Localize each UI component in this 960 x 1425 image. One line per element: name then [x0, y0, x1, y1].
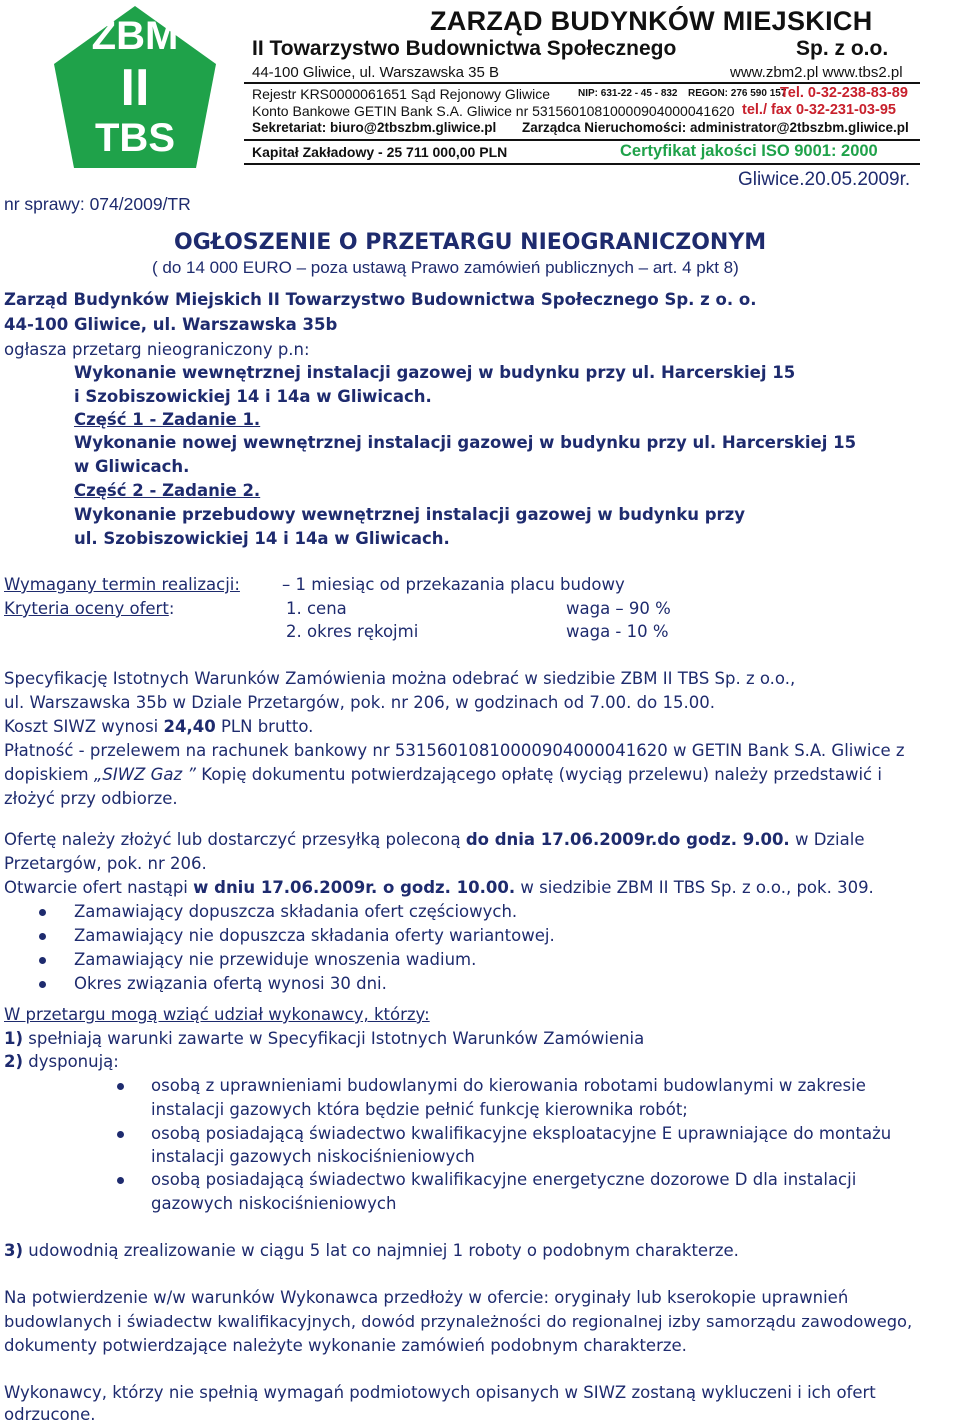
personnel-3-line-1: osobą posiadającą świadectwo kwalifikacyjne energetyczne dozorowe D dla instalacji	[151, 1170, 857, 1189]
intro-announces: ogłasza przetarg nieograniczony p.n:	[4, 340, 310, 359]
condition-1	[4, 1029, 644, 1049]
offer-deadline-date: do dnia 17.06.2009r.do godz. 9.00.	[465, 830, 790, 849]
offer-deadline-prefix: Ofertę należy złożyć lub dostarczyć przesyłką poleconą	[4, 830, 466, 849]
offer-room: Przetargów, pok. nr 206.	[4, 854, 207, 873]
secretariat-email: Sekretariat: biuro@2tbszbm.gliwice.pl	[252, 120, 497, 135]
offer-deadline-suffix: w Dziale	[789, 830, 865, 849]
bullet-icon	[117, 1083, 124, 1090]
confirmation-line-3: dokumenty potwierdzające należyte wykonanie zamówień podobnym charakterze.	[4, 1336, 687, 1355]
subject-line-1: Wykonanie wewnętrznej instalacji gazowej w budynku przy ul. Harcerskiej 15	[74, 363, 796, 382]
part-1-heading: Część 1 - Zadanie 1.	[74, 410, 261, 429]
condition-1-text: spełniają warunki zawarte w Specyfikacji Istotnych Warunków Zamówienia	[23, 1029, 645, 1048]
siwz-line-2: ul. Warszawska 35b w Dziale Przetargów, pok. nr 206, w godzinach od 7.00. do 15.00.	[4, 693, 715, 712]
condition-2-number: 2)	[4, 1052, 24, 1071]
criterion-1-name: 1. cena	[286, 599, 347, 618]
condition-3	[4, 1241, 739, 1261]
company-subname: II Towarzystwo Budownictwa Społecznego	[252, 37, 677, 60]
part-1-line-1: Wykonanie nowej wewnętrznej instalacji gazowej w budynku przy ul. Harcerskiej 15	[74, 433, 857, 452]
fax-number: tel./ fax 0-32-231-03-95	[742, 102, 896, 118]
subject-line-2: i Szobiszowickiej 14 i 14a w Gliwicach.	[74, 387, 432, 406]
payment-annotation-end: złożyć przy odbiorze.	[4, 789, 178, 808]
payment-annotation-prefix: dopiskiem	[4, 765, 94, 784]
part-1-line-2: w Gliwicach.	[74, 457, 190, 476]
part-2-heading: Część 2 - Zadanie 2.	[74, 481, 261, 500]
share-capital: Kapitał Zakładowy - 25 711 000,00 PLN	[252, 144, 508, 160]
deadline-value: – 1 miesiąc od przekazania placu budowy	[282, 575, 625, 594]
regon-number: REGON: 276 590 157	[688, 88, 787, 99]
company-name: ZARZĄD BUDYNKÓW MIEJSKICH	[430, 6, 873, 36]
payment-annotation-title: „SIWZ Gaz ”	[93, 765, 196, 784]
bullet-item-3: Zamawiający nie przewiduje wnoszenia wadium.	[74, 950, 477, 969]
intro-address: 44-100 Gliwice, ul. Warszawska 35b	[4, 315, 338, 334]
part-2-line-1: Wykonanie przebudowy wewnętrznej instalacji gazowej w budynku przy	[74, 505, 746, 524]
iso-certificate: Certyfikat jakości ISO 9001: 2000	[620, 142, 878, 160]
exclusion-line-2: odrzucone.	[4, 1405, 96, 1424]
criterion-2-name: 2. okres rękojmi	[286, 622, 419, 641]
criteria-label-colon: :	[168, 599, 175, 618]
offer-opening-date: w dniu 17.06.2009r. o godz. 10.00.	[193, 878, 516, 897]
offer-opening-suffix: w siedzibie ZBM II TBS Sp. z o.o., pok. 309.	[515, 878, 874, 897]
intro-company: Zarząd Budynków Miejskich II Towarzystwo Budownictwa Społecznego Sp. z o. o.	[4, 290, 757, 309]
offer-opening-prefix: Otwarcie ofert nastąpi	[4, 878, 194, 897]
exclusion-line-1: Wykonawcy, którzy nie spełnią wymagań podmiotowych opisanych w SIWZ zostaną wykluczeni i ich ofert	[4, 1383, 876, 1402]
logo-text-tbs: TBS	[95, 116, 175, 160]
criteria-label-text: Kryteria oceny ofert	[4, 599, 169, 618]
company-logo	[52, 4, 218, 170]
bullet-item-4: Okres związania ofertą wynosi 30 dni.	[74, 974, 387, 993]
confirmation-line-2: budowlanych i świadectw kwalifikacyjnych, dowód przynależności do regionalnej izby samorządu zawodowego,	[4, 1312, 913, 1331]
announcement-subtitle: ( do 14 000 EURO – poza ustawą Prawo zamówień publicznych – art. 4 pkt 8)	[152, 258, 739, 277]
bullet-icon	[117, 1131, 124, 1138]
announcement-title: OGŁOSZENIE O PRZETARGU NIEOGRANICZONYM	[174, 230, 767, 255]
header-rule-2	[244, 139, 920, 141]
condition-2	[4, 1052, 119, 1072]
case-number: nr sprawy: 074/2009/TR	[4, 194, 191, 214]
payment-annotation-text: Kopię dokumentu potwierdzającego opłatę (wyciąg przelewu) należy przedstawić i	[195, 765, 882, 784]
criterion-1-weight: waga – 90 %	[566, 599, 671, 618]
personnel-2-line-2: instalacji gazowych niskociśnieniowych	[151, 1147, 475, 1166]
administrator-email: Zarządca Nieruchomości: administrator@2tbszbm.gliwice.pl	[522, 120, 909, 135]
confirmation-line-1: Na potwierdzenie w/w warunków Wykonawca przedłoży w ofercie: oryginały lub kserokopie uprawnień	[4, 1288, 849, 1307]
logo-text-ii: II	[120, 59, 150, 117]
criterion-2-weight: waga - 10 %	[566, 622, 669, 641]
company-address: 44-100 Gliwice, ul. Warszawska 35 B	[252, 64, 500, 81]
siwz-cost-amount: 24,40	[163, 717, 216, 736]
company-www: www.zbm2.pl www.tbs2.pl	[730, 64, 903, 81]
deadline-label: Wymagany termin realizacji:	[4, 575, 240, 594]
siwz-line-1: Specyfikację Istotnych Warunków Zamówienia można odebrać w siedzibie ZBM II TBS Sp. z o.o.,	[4, 669, 796, 688]
bullet-icon	[39, 981, 46, 988]
bullet-item-2: Zamawiający nie dopuszcza składania oferty wariantowej.	[74, 926, 555, 945]
personnel-3-line-2: gazowych niskociśnieniowych	[151, 1194, 397, 1213]
offer-opening	[4, 878, 874, 898]
logo-text-zbm: ZBM	[91, 14, 179, 58]
condition-3-number: 3)	[4, 1241, 24, 1260]
personnel-2-line-1: osobą posiadającą świadectwo kwalifikacyjne eksploatacyjne E uprawniające do montażu	[151, 1124, 892, 1143]
bullet-icon	[117, 1177, 124, 1184]
phone-number: Tel. 0-32-238-83-89	[780, 85, 908, 101]
header-rule-3	[244, 163, 920, 165]
offer-deadline	[4, 830, 865, 850]
letterhead	[240, 0, 920, 170]
payment-annotation	[4, 765, 882, 785]
company-form: Sp. z o.o.	[796, 37, 889, 60]
condition-2-text: dysponują:	[23, 1052, 119, 1071]
bullet-item-1: Zamawiający dopuszcza składania ofert częściowych.	[74, 902, 518, 921]
part-2-line-2: ul. Szobiszowickiej 14 i 14a w Gliwicach.	[74, 529, 450, 548]
siwz-cost	[4, 717, 313, 737]
siwz-cost-suffix: PLN brutto.	[215, 717, 314, 736]
bullet-icon	[39, 957, 46, 964]
condition-3-text: udowodnią zrealizowanie w ciągu 5 lat co najmniej 1 roboty o podobnym charakterze.	[23, 1241, 739, 1260]
nip-number: NIP: 631-22 - 45 - 832	[578, 88, 678, 99]
payment-line: Płatność - przelewem na rachunek bankowy nr 53156010810000904000041620 w GETIN Bank S.A. Gliwice z	[4, 741, 905, 760]
bullet-icon	[39, 909, 46, 916]
document-date: Gliwice.20.05.2009r.	[738, 169, 911, 190]
header-rule-1	[244, 82, 920, 84]
bullet-icon	[39, 933, 46, 940]
siwz-cost-prefix: Koszt SIWZ wynosi	[4, 717, 164, 736]
conditions-heading: W przetargu mogą wziąć udział wykonawcy, którzy:	[4, 1005, 430, 1024]
bank-account: Konto Bankowe GETIN Bank S.A. Gliwice nr 53156010810000904000041620	[252, 103, 735, 119]
personnel-1-line-1: osobą z uprawnieniami budowlanymi do kierowania robotami budowlanymi w zakresie	[151, 1076, 866, 1095]
criteria-label	[4, 599, 174, 619]
condition-1-number: 1)	[4, 1029, 24, 1048]
krs-register: Rejestr KRS0000061651 Sąd Rejonowy Gliwice	[252, 86, 551, 102]
personnel-1-line-2: instalacji gazowych która będzie pełnić funkcję kierownika robót;	[151, 1100, 688, 1119]
